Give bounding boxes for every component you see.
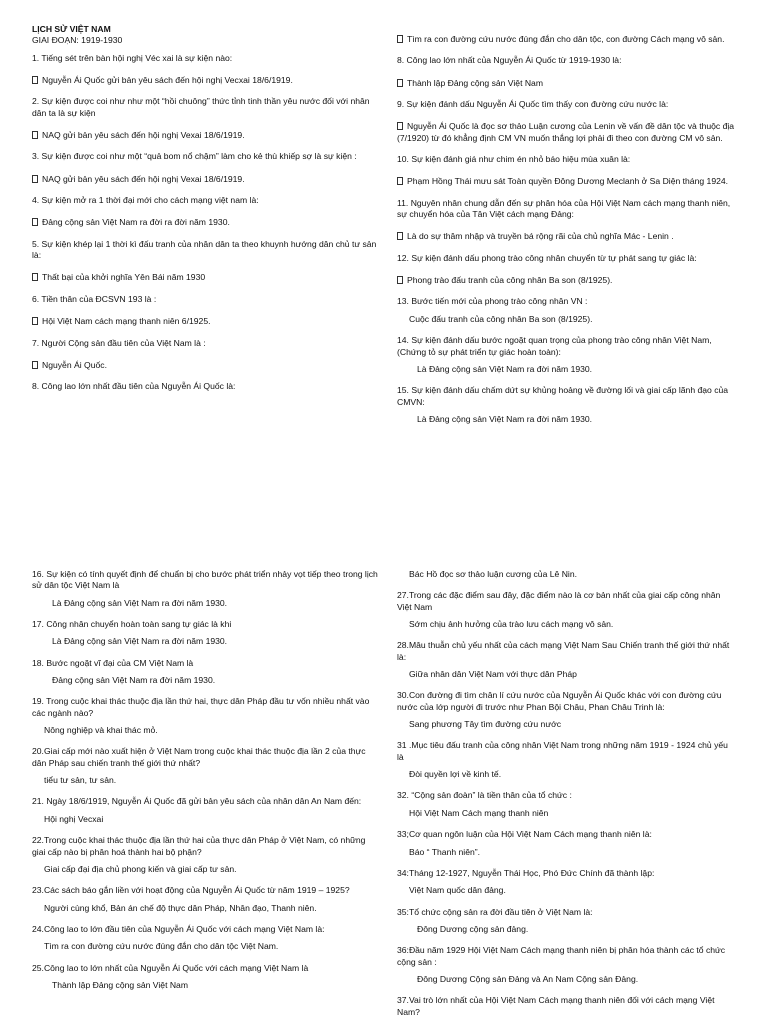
checkbox-icon xyxy=(397,79,403,87)
question: 22.Trong cuộc khai thác thuộc địa lần thứ hai của thực dân Pháp ở Việt Nam, có những giai cấp nào bị phân hoá thành hai bộ phận? xyxy=(32,835,366,857)
checkbox-icon xyxy=(397,35,403,43)
answer: NAQ gửi bản yêu sách đến hội nghị Vexai 18/6/1919. xyxy=(32,174,378,185)
answer: Nguyễn Ái Quốc gửi bản yêu sách đến hội nghị Vecxai 18/6/1919. xyxy=(32,75,378,86)
answer: Là Đảng cộng sản Việt Nam ra đời năm 1930. xyxy=(417,413,593,424)
question: 3. Sự kiện được coi như một “quả bom nổ chậm” làm cho kẻ thù khiếp sợ là sự kiện : xyxy=(32,151,357,162)
page1-left-column xyxy=(32,24,378,393)
answer: Nông nghiệp và khai thác mỏ. xyxy=(44,725,158,736)
answer: Đảng cộng sản Việt Nam ra đời năm 1930. xyxy=(52,675,216,686)
checkbox-icon xyxy=(397,177,403,185)
checkbox-icon xyxy=(32,317,38,325)
answer: Giai cấp đại địa chủ phong kiến và giai cấp tư sản. xyxy=(44,863,237,874)
question: 19. Trong cuộc khai thác thuộc địa lần thứ hai, thực dân Pháp đầu tư vốn nhiều nhất vào các ngành nào? xyxy=(32,696,370,718)
question: 31 .Mục tiêu đấu tranh của công nhân Việt Nam trong những năm 1919 - 1924 chủ yếu là xyxy=(397,740,728,762)
answer: Hội Việt Nam Cách mạng thanh niên xyxy=(409,807,549,818)
question: 35:Tổ chức cộng sản ra đời đầu tiên ở Việt Nam là: xyxy=(397,906,593,917)
page2-right-column xyxy=(397,569,737,1018)
question: 4. Sự kiện mở ra 1 thời đại mới cho cách mạng việt nam là: xyxy=(32,195,259,206)
document-title: LỊCH SỬ VIỆT NAM xyxy=(32,24,111,34)
answer: Báo “ Thanh niên”. xyxy=(409,846,481,857)
answer: Người cùng khổ, Bản án chế độ thực dân Pháp, Nhân đạo, Thanh niên. xyxy=(44,902,317,913)
question: 36:Đầu năm 1929 Hội Việt Nam Cách mạng thanh niên bị phân hóa thành các tổ chức cộng sản : xyxy=(397,945,726,967)
question: 13. Bước tiến mới của phong trào công nhân VN : xyxy=(397,296,588,307)
checkbox-icon xyxy=(32,218,38,226)
question: 30.Con đường đi tìm chân lí cứu nước của Nguyễn Ái Quốc khác với con đường cứu nước của lớp người đi trước như Phan Bội Châu, Phan Châu Trinh là: xyxy=(397,690,722,712)
question: 2. Sự kiện được coi như như một “hồi chuông” thức tỉnh tinh thần yêu nước đối với nhân dân ta là sự kiện xyxy=(32,96,370,118)
question: 34:Tháng 12-1927, Nguyễn Thái Học, Phó Đức Chính đã thành lập: xyxy=(397,867,655,878)
question: 21. Ngày 18/6/1919, Nguyễn Ái Quốc đã gửi bản yêu sách của nhân dân An Nam đến: xyxy=(32,796,362,807)
question: 14. Sự kiện đánh dấu bước ngoặt quan trọng của phong trào công nhân Việt Nam,(Chứng tỏ sự phát triển tự giác hoàn toàn): xyxy=(397,335,712,357)
page1-right-column xyxy=(397,34,737,425)
answer: Hội nghị Vecxai xyxy=(44,813,104,824)
question: 28.Mâu thuẫn chủ yếu nhất của cách mạng Việt Nam Sau Chiến tranh thế giới thứ nhất là: xyxy=(397,640,730,662)
answer: Việt Nam quốc dân đảng. xyxy=(409,885,506,896)
answer: Thành lập Đảng cộng sản Việt Nam xyxy=(397,78,737,89)
answer: NAQ gửi bản yêu sách đến hội nghị Vexai 18/6/1919. xyxy=(32,130,378,141)
question: 23.Các sách báo gắn liền với hoạt động của Nguyễn Ái Quốc từ năm 1919 – 1925? xyxy=(32,885,350,896)
answer: Là Đảng cộng sản Việt Nam ra đời năm 1930. xyxy=(52,597,228,608)
answer: Đòi quyền lợi về kinh tế. xyxy=(409,769,502,780)
question: 12. Sự kiện đánh dấu phong trào công nhân chuyển từ tự phát sang tự giác là: xyxy=(397,252,697,263)
answer: Giữa nhân dân Việt Nam với thực dân Pháp xyxy=(409,669,577,680)
question: 6. Tiền thân của ĐCSVN 193 là : xyxy=(32,293,157,304)
answer: Đảng cộng sản Việt Nam ra đời ra đời năm 1930. xyxy=(32,217,378,228)
question: 8. Công lao lớn nhất đầu tiên của Nguyễn Ái Quốc là: xyxy=(32,381,236,392)
period-heading: GIAI ĐOẠN: 1919-1930 xyxy=(32,35,123,46)
answer: Đông Dương cộng sản đảng. xyxy=(417,923,529,934)
checkbox-icon xyxy=(397,276,403,284)
answer: Là Đảng cộng sản Việt Nam ra đời năm 1930. xyxy=(417,363,593,374)
question: 27.Trong các đặc điểm sau đây, đặc điểm nào là cơ bản nhất của giai cấp công nhân Việt Nam xyxy=(397,590,721,612)
answer: Tìm ra con đường cứu nước đúng đắn cho dân tộc Việt Nam. xyxy=(44,941,279,952)
question: 25.Công lao to lớn nhất của Nguyễn Ái Quốc với cách mạng Việt Nam là xyxy=(32,962,309,973)
question: 7. Người Cộng sản đầu tiên của Việt Nam là : xyxy=(32,337,206,348)
question: 10. Sự kiện đánh giá như chim én nhỏ báo hiệu mùa xuân là: xyxy=(397,154,631,165)
answer: Thành lập Đảng cộng sản Việt Nam xyxy=(52,979,188,990)
answer: Sang phương Tây tìm đường cứu nước xyxy=(409,719,562,730)
checkbox-icon xyxy=(397,122,403,130)
checkbox-icon xyxy=(32,273,38,281)
answer: Là Đảng cộng sản Việt Nam ra đời năm 1930. xyxy=(52,636,228,647)
answer: Nguyễn Ái Quốc là đọc sơ thảo Luận cương của Lenin về vấn đề dân tộc và thuộc địa (7/1920) từ đó khẳng định CM VN muốn thắng lợi phải đi theo con đường CM vô sản. xyxy=(397,121,735,143)
question: 32. “Cộng sản đoàn” là tiền thân của tổ chức : xyxy=(397,790,572,801)
answer: Bác Hồ đọc sơ thảo luận cương của Lê Nin. xyxy=(409,569,577,579)
question: 24.Công lao to lớn đầu tiên của Nguyễn Ái Quốc với cách mạng Việt Nam là: xyxy=(32,923,325,934)
answer: tiểu tư sản, tư sản. xyxy=(44,775,117,786)
checkbox-icon xyxy=(32,76,38,84)
answer: Đông Dương Cộng sản Đảng và An Nam Cộng sản Đảng. xyxy=(417,973,639,984)
question: 1. Tiếng sét trên bàn hội nghị Véc xai là sự kiện nào: xyxy=(32,52,233,63)
answer: Cuộc đấu tranh của công nhân Ba son (8/1925). xyxy=(409,313,593,324)
question: 15. Sự kiện đánh dấu chấm dứt sự khủng hoảng về đường lối và giai cấp lãnh đạo của CMVN: xyxy=(397,385,729,407)
question: 9. Sự kiện đánh dấu Nguyễn Ái Quốc tìm thấy con đường cứu nước là: xyxy=(397,99,669,110)
checkbox-icon xyxy=(397,232,403,240)
answer: Nguyễn Ái Quốc. xyxy=(32,360,378,371)
answer: Thất bại của khởi nghĩa Yên Bái năm 1930 xyxy=(32,272,378,283)
answer: Phạm Hồng Thái mưu sát Toàn quyền Đông Dương Meclanh ở Sa Diện tháng 1924. xyxy=(397,176,737,187)
answer: Hội Việt Nam cách mạng thanh niên 6/1925. xyxy=(32,316,378,327)
answer: Là do sự thâm nhập và truyền bá rộng rãi của chủ nghĩa Mác - Lenin . xyxy=(397,231,737,242)
answer: Phong trào đấu tranh của công nhân Ba son (8/1925). xyxy=(397,275,737,286)
page2-left-column xyxy=(32,569,378,991)
question: 11. Nguyên nhân chung dẫn đến sự phân hóa của Hội Việt Nam cách mạng thanh niên, sự chuyển hóa của Tân Việt cách mạng Đảng: xyxy=(397,197,731,220)
question: 5. Sự kiện khép lại 1 thời kì đấu tranh của nhân dân ta theo khuynh hướng dân chủ tư sản là: xyxy=(32,238,377,261)
question: 20.Giai cấp mới nào xuất hiện ở Việt Nam trong cuộc khai thác thuộc địa lần 2 của thực dân Pháp sau chiến tranh thế giới thứ nhất? xyxy=(32,746,366,768)
answer: Tìm ra con đường cứu nước đúng đắn cho dân tộc, con đường Cách mạng vô sản. xyxy=(397,34,737,45)
question: 33;Cơ quan ngôn luận của Hội Việt Nam Cách mạng thanh niên là: xyxy=(397,829,652,840)
checkbox-icon xyxy=(32,131,38,139)
answer: Sớm chịu ảnh hưởng của trào lưu cách mạng vô sản. xyxy=(409,619,614,630)
question: 8. Công lao lớn nhất của Nguyễn Ái Quốc từ 1919-1930 là: xyxy=(397,55,622,66)
checkbox-icon xyxy=(32,175,38,183)
question: 37.Vai trò lớn nhất của Hội Việt Nam Cách mạng thanh niên đối với cách mạng Việt Nam? xyxy=(397,995,715,1017)
checkbox-icon xyxy=(32,361,38,369)
question: 16. Sự kiện có tính quyết định để chuẩn bị cho bước phát triển nhảy vọt tiếp theo trong lịch sử dân tộc Việt Nam là xyxy=(32,569,378,591)
question: 17. Công nhân chuyển hoàn toàn sang tự giác là khi xyxy=(32,619,232,630)
question: 18. Bước ngoặt vĩ đại của CM Việt Nam là xyxy=(32,657,194,668)
